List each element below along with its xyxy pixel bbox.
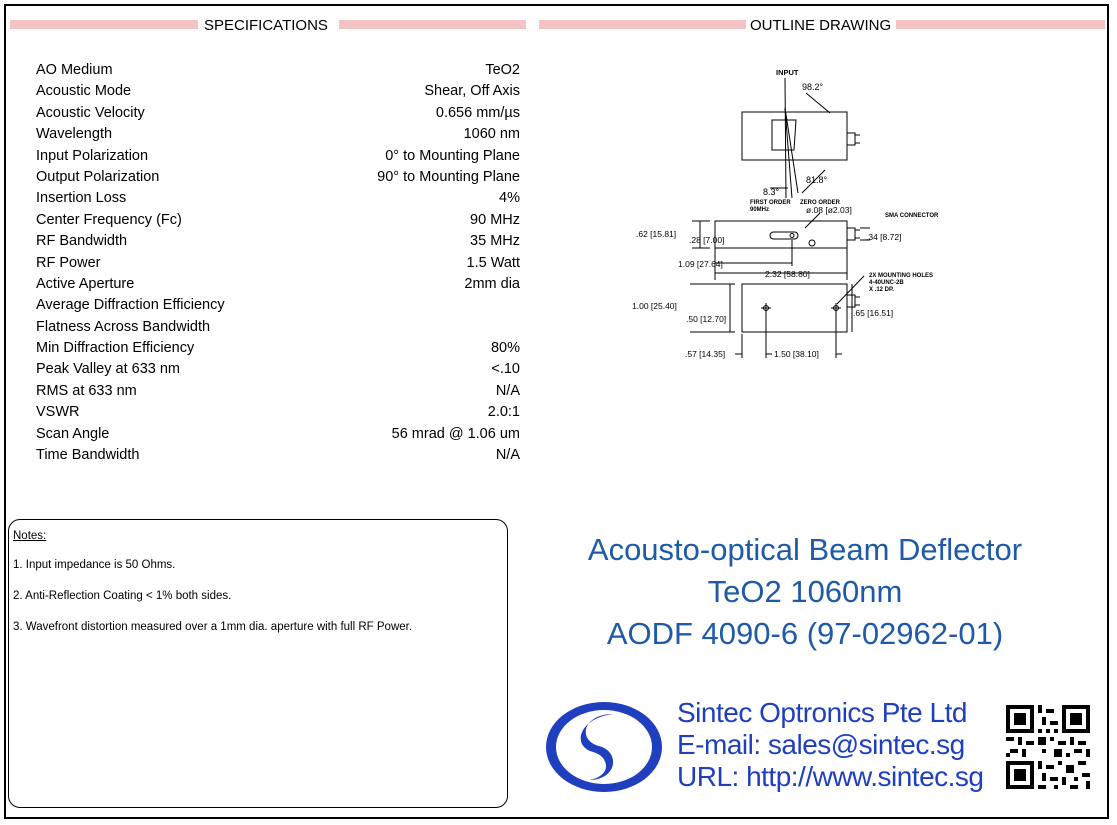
drawing-label: .50 [12.70] [686, 314, 727, 324]
spec-header-band-left [10, 20, 198, 29]
spec-label: Average Diffraction Efficiency [36, 297, 225, 313]
drawing-label: INPUT [776, 68, 799, 77]
drawing-label: 8.3° [763, 187, 780, 197]
spec-label: Flatness Across Bandwidth [36, 319, 211, 335]
spec-label: Active Aperture [36, 276, 135, 292]
drawing-label: SMA CONNECTOR [885, 213, 939, 219]
drawing-label: 2X MOUNTING HOLES [869, 273, 934, 279]
spec-value: N/A [495, 447, 520, 463]
product-title-line3: AODF 4090-6 (97-02962-01) [606, 616, 1004, 651]
note-item: 1. Input impedance is 50 Ohms. [13, 559, 176, 571]
drawing-label: 1.09 [27.64] [678, 259, 723, 269]
spec-label: VSWR [36, 404, 80, 420]
note-item: 2. Anti-Reflection Coating < 1% both sides. [13, 590, 232, 602]
drawing-label: .28 [7.00] [689, 235, 725, 245]
spec-label: AO Medium [36, 62, 113, 78]
drawing-label: 2.32 [58.80] [765, 269, 810, 279]
product-title-line1: Acousto-optical Beam Deflector [587, 532, 1023, 567]
spec-value: 1060 nm [463, 126, 520, 142]
company-name: Sintec Optronics Pte Ltd [677, 697, 967, 728]
spec-label: Scan Angle [36, 426, 110, 442]
spec-value: Shear, Off Axis [424, 83, 520, 99]
spec-label: RF Bandwidth [36, 233, 128, 249]
drawing-label: 81.8° [806, 175, 828, 185]
note-item: 3. Wavefront distortion measured over a 1mm dia. aperture with full RF Power. [13, 621, 413, 633]
spec-value: 0.656 mm/µs [435, 105, 520, 121]
drawing-label: ZERO ORDER [800, 200, 841, 206]
spec-value: 4% [499, 190, 520, 206]
drawing-label: .62 [15.81] [636, 229, 677, 239]
drawing-label: FIRST ORDER [750, 200, 791, 206]
drawing-label: 90MHz [750, 207, 770, 213]
drawing-header-band-left [539, 20, 748, 29]
drawing-header-band-right [896, 20, 1105, 29]
qr-code [1006, 705, 1090, 789]
outline-drawing [620, 58, 950, 368]
spec-label: Time Bandwidth [36, 447, 140, 463]
spec-value: 2.0:1 [487, 404, 520, 420]
drawing-label: X .12 DP. [869, 287, 894, 293]
drawing-label: .34 [8.72] [866, 232, 902, 242]
drawing-label: 4-40UNC-2B [869, 280, 904, 286]
spec-header-band-right [339, 20, 526, 29]
spec-label: Peak Valley at 633 nm [36, 361, 181, 377]
company-email[interactable]: E-mail: sales@sintec.sg [677, 729, 965, 760]
spec-value: 2mm dia [464, 276, 520, 292]
outline-drawing-heading: OUTLINE DRAWING [746, 17, 895, 34]
spec-value: N/A [495, 383, 520, 399]
spec-value: 1.5 Watt [466, 255, 520, 271]
drawing-label: .57 [14.35] [685, 349, 726, 359]
drawing-label: ø.08 [ø2.03] [806, 205, 852, 215]
spec-value: 35 MHz [470, 233, 520, 249]
drawing-label: 1.00 [25.40] [632, 301, 677, 311]
product-title-line2: TeO2 1060nm [707, 574, 903, 609]
spec-label: Insertion Loss [36, 190, 127, 206]
spec-label: Acoustic Velocity [36, 105, 145, 121]
spec-label: Min Diffraction Efficiency [36, 340, 195, 356]
drawing-label: .65 [16.51] [853, 308, 894, 318]
spec-label: Wavelength [36, 126, 113, 142]
spec-label: Input Polarization [36, 148, 149, 164]
spec-label: RMS at 633 nm [36, 383, 137, 399]
drawing-label: 1.50 [38.10] [774, 349, 819, 359]
spec-label: Center Frequency (Fc) [36, 212, 182, 228]
spec-value: <.10 [491, 361, 520, 377]
spec-label: RF Power [36, 255, 101, 271]
spec-value: 0° to Mounting Plane [385, 148, 520, 164]
spec-label: Output Polarization [36, 169, 160, 185]
company-url[interactable]: URL: http://www.sintec.sg [677, 761, 984, 792]
sintec-logo [543, 700, 665, 795]
spec-value: TeO2 [485, 62, 520, 78]
drawing-label: 98.2° [802, 82, 824, 92]
spec-label: Acoustic Mode [36, 83, 132, 99]
spec-value: 90 MHz [470, 212, 520, 228]
spec-value: 56 mrad @ 1.06 um [391, 426, 520, 442]
spec-value: 90° to Mounting Plane [377, 169, 520, 185]
notes-heading: Notes: [13, 530, 47, 542]
specifications-heading: SPECIFICATIONS [200, 17, 332, 34]
spec-value: 80% [490, 340, 520, 356]
